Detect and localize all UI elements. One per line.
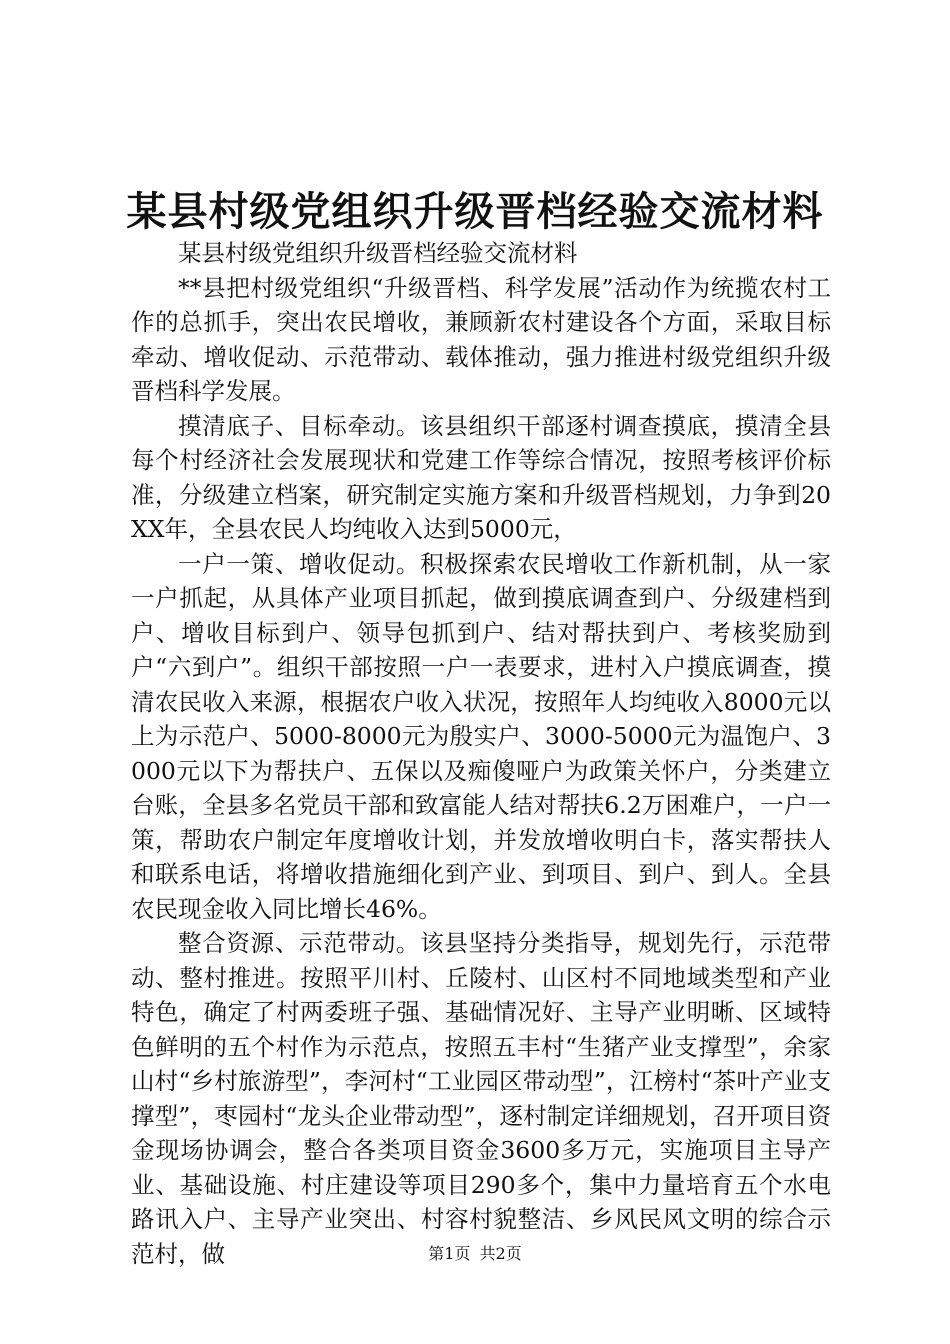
document-body (131, 236, 831, 1271)
page-footer (0, 1243, 950, 1265)
page-total: 共2页 (479, 1244, 522, 1263)
paragraph-subtitle: 某县村级党组织升级晋档经验交流材料 (178, 239, 578, 267)
paragraph-intro: **县把村级党组织“升级晋档、科学发展”活动作为统揽农村工作的总抓手，突出农民增收，兼顾新农村建设各个方面，采取目标牵动、增收促动、示范带动、载体推动，强力推进村级党组织升级晋档科学发展。 (131, 273, 831, 405)
paragraph-target: 摸清底子、目标牵动。该县组织干部逐村调查摸底，摸清全县每个村经济社会发展现状和党建工作等综合情况，按照考核评价标准，分级建立档案，研究制定实施方案和升级晋档规划，力争到20XX年，全县农民人均纯收入达到5000元， (131, 411, 831, 543)
paragraph-resources: 整合资源、示范带动。该县坚持分类指导，规划先行，示范带动、整村推进。按照平川村、丘陵村、山区村不同地域类型和产业特色，确定了村两委班子强、基础情况好、主导产业明晰、区域特色鲜明的五个村作为示范点，按照五丰村“生猪产业支撑型”，余家山村“乡村旅游型”，李河村“工业园区带动型”，江榜村“茶叶产业支撑型”，枣园村“龙头企业带动型”，逐村制定详细规划，召开项目资金现场协调会，整合各类项目资金3600多万元，实施项目主导产业、基础设施、村庄建设等项目290多个，集中力量培育五个水电路讯入户、主导产业突出、村容村貌整洁、乡风民风文明的综合示范村，做 (131, 929, 831, 1268)
document-title: 某县村级党组织升级晋档经验交流材料 (126, 188, 824, 235)
page-number: 第1页 (428, 1244, 471, 1263)
paragraph-household: 一户一策、增收促动。积极探索农民增收工作新机制，从一家一户抓起，从具体产业项目抓起，做到摸底调查到户、分级建档到户、增收目标到户、领导包抓到户、结对帮扶到户、考核奖励到户“六到户”。组织干部按照一户一表要求，进村入户摸底调查，摸清农民收入来源，根据农户收入状况，按照年人均纯收入8000元以上为示范户、5000-8000元为殷实户、3000-5000元为温饱户、3000元以下为帮扶户、五保以及痴傻哑户为政策关怀户，分类建立台账，全县多名党员干部和致富能人结对帮扶6.2万困难户，一户一策，帮助农户制定年度增收计划，并发放增收明白卡，落实帮扶人和联系电话，将增收措施细化到产业、到项目、到户、到人。全县农民现金收入同比增长46%。 (131, 549, 831, 923)
